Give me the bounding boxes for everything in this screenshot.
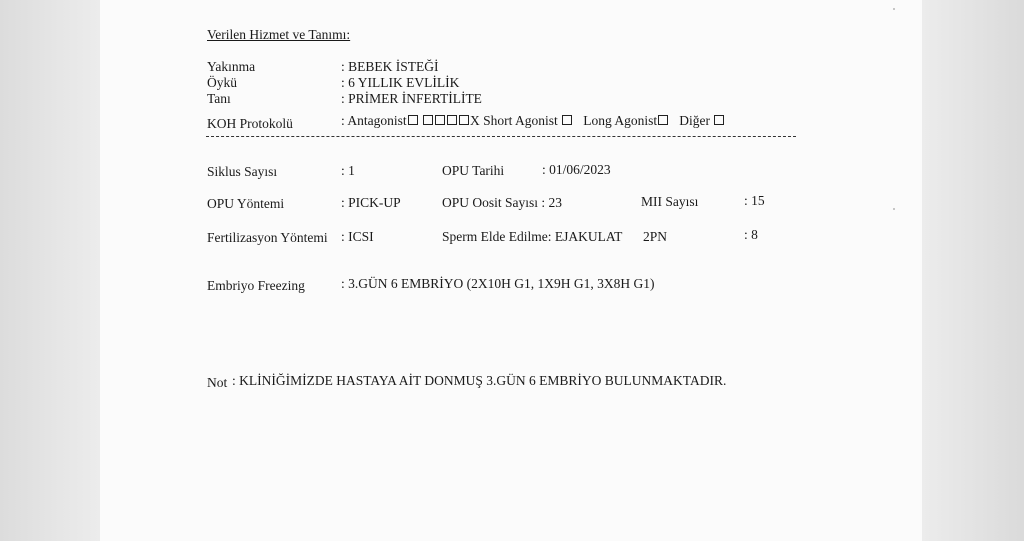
value-opu-oosit-sayisi: : 23: [541, 195, 563, 210]
label-koh-protokolu: KOH Protokolü: [207, 116, 293, 131]
koh-options: [341, 113, 725, 129]
value-oyku: : 6 YILLIK EVLİLİK: [341, 75, 460, 90]
empty-checkbox: [435, 115, 445, 125]
value-opu-tarihi: : 01/06/2023: [542, 162, 611, 177]
value-yakinma: : BEBEK İSTEĞİ: [341, 59, 439, 74]
check-mark: X: [470, 113, 480, 128]
paper-speck: [893, 208, 895, 210]
empty-checkbox: [447, 115, 457, 125]
diger-checkbox: [714, 115, 724, 125]
antagonist-checkbox: [408, 115, 418, 125]
value-2pn: : 8: [744, 227, 758, 242]
dashed-divider: [206, 136, 796, 137]
label-sperm-elde-edilme: Sperm Elde Edilme: EJAKULAT: [442, 229, 623, 244]
empty-checkbox: [459, 115, 469, 125]
section-title: Verilen Hizmet ve Tanımı:: [207, 27, 351, 42]
value-siklus-sayisi: : 1: [341, 163, 355, 178]
value-not: : KLİNİĞİMİZDE HASTAYA AİT DONMUŞ 3.GÜN 6 EMBRİYO BULUNMAKTADIR.: [232, 373, 727, 388]
label-2pn: 2PN: [643, 229, 668, 244]
paper-speck: [893, 8, 895, 10]
label-opu-oosit-sayisi: OPU Oosit Sayısı : 23: [442, 195, 563, 210]
long-agonist-checkbox: [658, 115, 668, 125]
label-opu-tarihi: OPU Tarihi: [442, 163, 505, 178]
value-sperm-elde-edilme: EJAKULAT: [554, 229, 623, 244]
label-not: Not: [207, 375, 228, 390]
value-opu-yontemi: : PICK-UP: [341, 195, 401, 210]
empty-checkbox: [423, 115, 433, 125]
value-mii-sayisi: : 15: [744, 193, 765, 208]
value-fertilizasyon-yontemi: : ICSI: [341, 229, 374, 244]
label-tani: Tanı: [207, 91, 231, 106]
label-fertilizasyon-yontemi: Fertilizasyon Yöntemi: [207, 230, 328, 245]
page-shadow-left: [0, 0, 100, 541]
koh-prefix: : Antagonist: [341, 113, 407, 128]
label-opu-yontemi: OPU Yöntemi: [207, 196, 285, 211]
label-siklus-sayisi: Siklus Sayısı: [207, 164, 278, 179]
short-agonist-checkbox: [562, 115, 572, 125]
option-diger: Diğer: [679, 113, 711, 128]
option-short-agonist: Short Agonist: [483, 113, 558, 128]
page-shadow-right: [922, 0, 1024, 541]
label-mii-sayisi: MII Sayısı: [641, 194, 699, 209]
label-oyku: Öykü: [207, 75, 237, 90]
label-yakinma: Yakınma: [207, 59, 256, 74]
value-embriyo-freezing: : 3.GÜN 6 EMBRİYO (2X10H G1, 1X9H G1, 3X8H G1): [341, 276, 655, 291]
label-embriyo-freezing: Embriyo Freezing: [207, 278, 305, 293]
value-tani: : PRİMER İNFERTİLİTE: [341, 91, 482, 106]
option-long-agonist: Long Agonist: [583, 113, 658, 128]
